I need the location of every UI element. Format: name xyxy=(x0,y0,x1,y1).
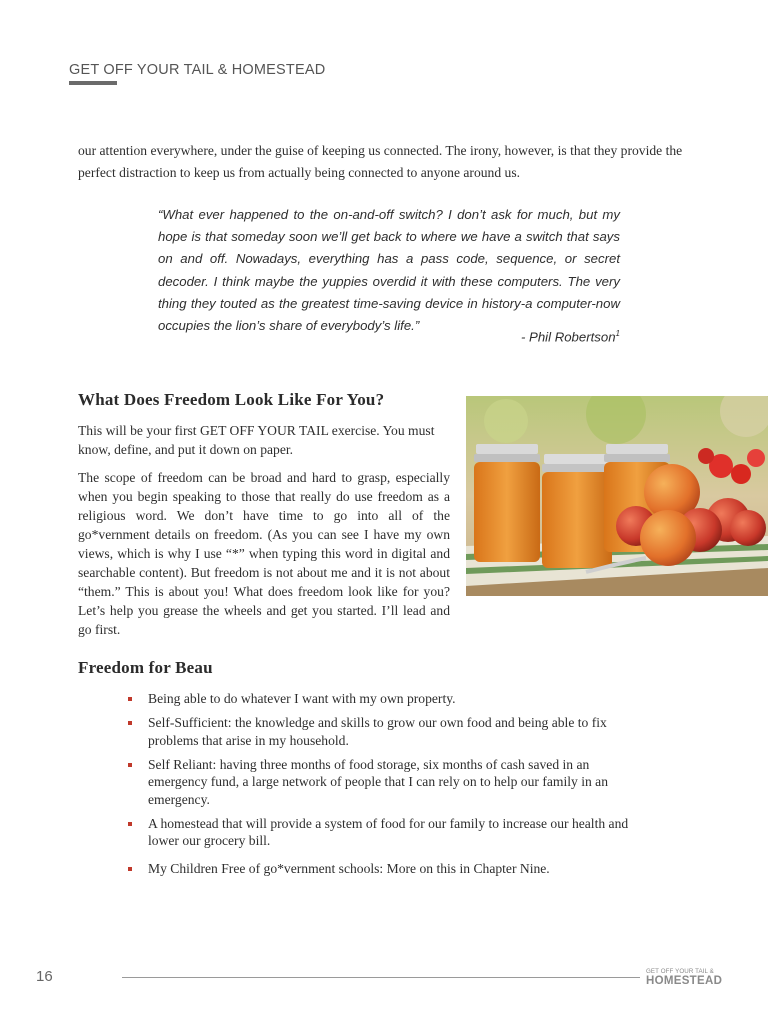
footer-brand-logo xyxy=(646,968,726,987)
section-heading-beau: Freedom for Beau xyxy=(78,658,213,677)
jam-jars-and-apricots-photo xyxy=(466,396,768,596)
list-item xyxy=(128,714,638,749)
footer-brand-big: HOMESTEAD xyxy=(646,975,723,987)
intro-paragraph: our attention everywhere, under the guise of keeping us connected. The irony, however, is that they provide the perfect distraction to keep us from actually being connected to anyone around us. xyxy=(78,143,683,180)
list-item-text: Self Reliant: having three months of food storage, six months of cash saved in an emergency fund, a large network of people that I can rely on to help our family in an emergency. xyxy=(148,756,609,807)
list-item-text: Self-Sufficient: the knowledge and skills to grow our own food and being able to fix problems that arise in my household. xyxy=(148,715,607,748)
footer-divider xyxy=(122,977,640,978)
quote-attribution xyxy=(521,329,620,344)
list-item xyxy=(128,860,638,878)
list-item-text: A homestead that will provide a system of food for our family to increase our health and lower our grocery bill. xyxy=(148,815,629,848)
freedom-paragraph-1: This will be your first GET OFF YOUR TAIL exercise. You must know, define, and put it down on paper. xyxy=(78,423,435,457)
running-header-title: GET OFF YOUR TAIL & HOMESTEAD xyxy=(69,62,326,78)
list-item xyxy=(128,690,638,708)
footnote-marker: 1 xyxy=(615,329,620,338)
list-item-text: My Children Free of go*vernment schools: More on this in Chapter Nine. xyxy=(148,860,550,876)
quote-author: - Phil Robertson xyxy=(520,329,616,345)
section-heading-freedom: What Does Freedom Look Like For You? xyxy=(78,390,385,409)
bullet-marker xyxy=(128,867,132,871)
list-item xyxy=(128,815,638,850)
bullet-marker xyxy=(128,697,132,701)
bullet-marker xyxy=(128,721,132,725)
freedom-paragraph-2: The scope of freedom can be broad and hard to grasp, especially when you begin speaking to those that really do use freedom as a religious word. We don’t have time to go into all of the go*vernment details on freedom. (As you can see I have my own views, which is why I use “*” when typing this word in digital and searchable content). But freedom is not about me and it is not about “them.” This is about you! What does freedom look like for you? Let’s help you grease the wheels and get you started. I’ll lead and go first. xyxy=(78,470,450,637)
footer-brand-small: GET OFF YOUR TAIL & xyxy=(646,968,714,975)
bullet-marker xyxy=(128,822,132,826)
list-item-text: Being able to do whatever I want with my own property. xyxy=(148,691,456,706)
page-number: 16 xyxy=(36,968,53,985)
header-underline xyxy=(69,81,117,85)
bullet-marker xyxy=(128,763,132,767)
freedom-for-beau-list xyxy=(128,690,638,884)
block-quote: “What ever happened to the on-and-off switch? I don’t ask for much, but my hope is that someday soon we’ll get back to where we have a switch that says on and off. Nowadays, everything has a pass code, sequence, or secret decoder. I think maybe the yuppies overdid it with these computers. The very thing they touted as the greatest time-saving device in history-a computer-now occupies the lion’s share of everybody’s life.” xyxy=(158,207,620,334)
list-item xyxy=(128,756,638,809)
